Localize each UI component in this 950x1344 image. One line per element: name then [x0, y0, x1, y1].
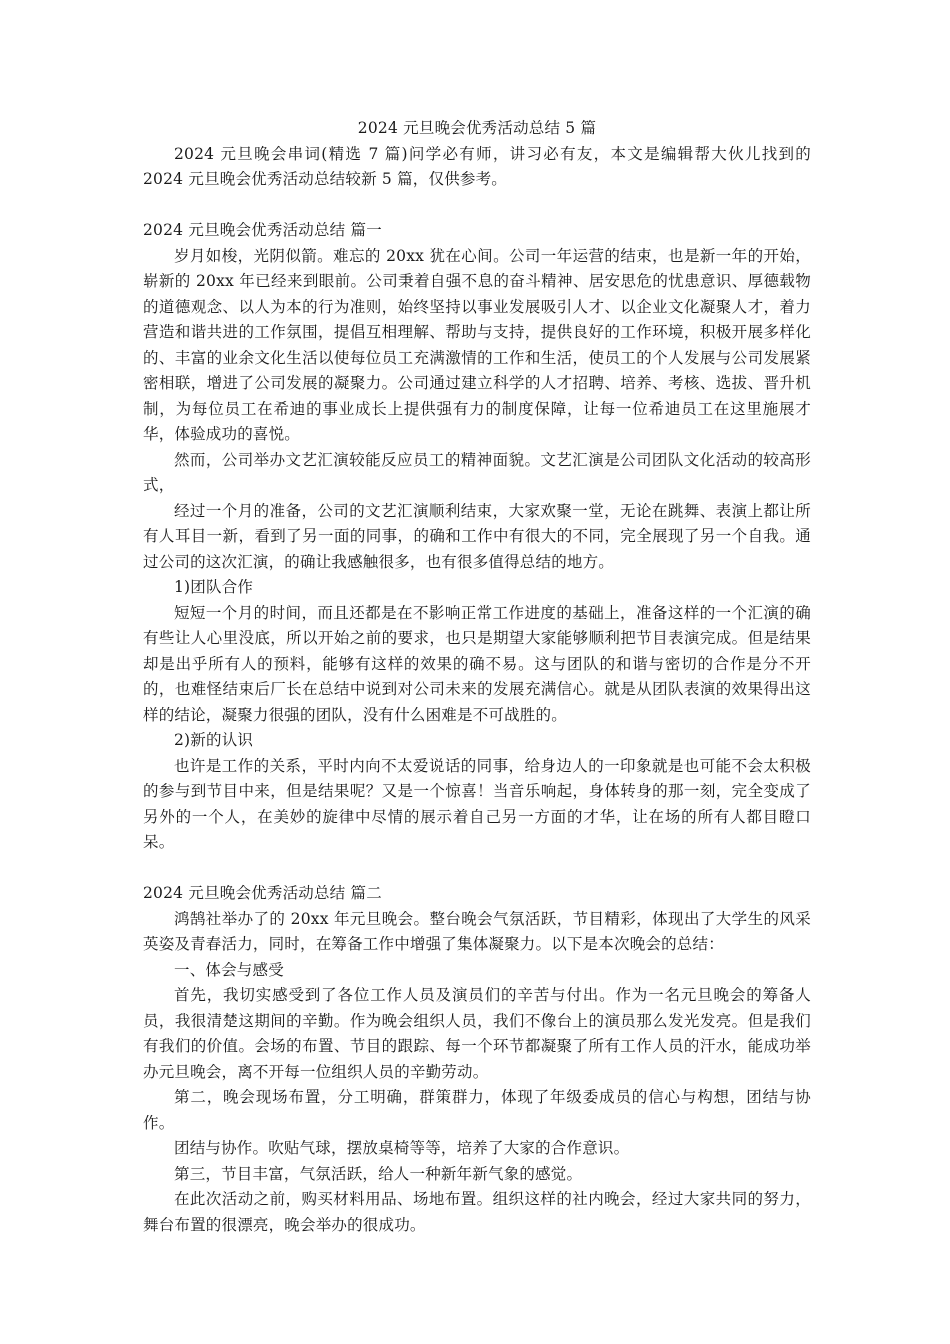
- section-heading-1: 2024 元旦晚会优秀活动总结 篇一: [143, 221, 382, 239]
- subheading: 一、体会与感受: [174, 960, 284, 979]
- section-heading-2: 2024 元旦晚会优秀活动总结 篇二: [143, 884, 382, 902]
- paragraph: 岁月如梭，光阴似箭。难忘的 20xx 犹在心间。公司一年运营的结束，也是新一年的开始，崭新的 20xx 年已经来到眼前。公司秉着自强不息的奋斗精神、居安思危的忧患意识、厚德载物的道德观念、以人为本的行为准则，始终坚持以事业发展吸引人才、以企业文化凝聚人才，着力营造和谐共进的工作氛围，提倡互相理解、帮助与支持，提供良好的工作环境，积极开展多样化的、丰富的业余文化生活以使每位员工充满激情的工作和生活，使员工的个人发展与公司发展紧密相联，增进了公司发展的凝聚力。公司通过建立科学的人才招聘、培养、考核、选拔、晋升机制，为每位员工在希迪的事业成长上提供强有力的制度保障，让每一位希迪员工在这里施展才华，体验成功的喜悦。: [143, 246, 811, 443]
- intro-paragraph: 2024 元旦晚会串词(精选 7 篇)问学必有师，讲习必有友，本文是编辑帮大伙儿找到的 2024 元旦晚会优秀活动总结较新 5 篇，仅供参考。: [143, 144, 811, 188]
- paragraph: 在此次活动之前，购买材料用品、场地布置。组织这样的社内晚会，经过大家共同的努力，舞台布置的很漂亮，晚会举办的很成功。: [143, 1190, 811, 1234]
- document-title: 2024 元旦晚会优秀活动总结 5 篇: [357, 119, 597, 137]
- paragraph: 团结与协作。吹贴气球，摆放桌椅等等，培养了大家的合作意识。: [174, 1139, 630, 1157]
- paragraph: 短短一个月的时间，而且还都是在不影响正常工作进度的基础上，准备这样的一个汇演的确有些让人心里没底，所以开始之前的要求，也只是期望大家能够顺利把节目表演完成。但是结果却是出乎所有人的预料，能够有这样的效果的确不易。这与团队的和谐与密切的合作是分不开的，也难怪结束后厂长在总结中说到对公司未来的发展充满信心。就是从团队表演的效果得出这样的结论，凝聚力很强的团队，没有什么困难是不可战胜的。: [143, 603, 811, 724]
- paragraph: 然而，公司举办文艺汇演较能反应员工的精神面貌。文艺汇演是公司团队文化活动的较高形式，: [143, 450, 811, 494]
- subheading: 1)团队合作: [174, 578, 254, 596]
- paragraph: 经过一个月的准备，公司的文艺汇演顺利结束，大家欢聚一堂，无论在跳舞、表演上都让所有人耳目一新，看到了另一面的同事，的确和工作中有很大的不同，完全展现了另一个自我。通过公司的这次汇演，的确让我感触很多，也有很多值得总结的地方。: [143, 501, 811, 571]
- paragraph: 鸿鹄社举办了的 20xx 年元旦晚会。整台晚会气氛活跃，节目精彩，体现出了大学生的风采英姿及青春活力，同时，在筹备工作中增强了集体凝聚力。以下是本次晚会的总结：: [143, 909, 811, 953]
- paragraph: 第三，节目丰富，气氛活跃，给人一种新年新气象的感觉。: [174, 1164, 583, 1183]
- paragraph: 也许是工作的关系，平时内向不太爱说话的同事，给身边人的一印象就是也可能不会太积极的参与到节目中来，但是结果呢？又是一个惊喜！当音乐响起，身体转身的那一刻，完全变成了另外的一个人，在美妙的旋律中尽情的展示着自己另一方面的才华，让在场的所有人都目瞪口呆。: [143, 756, 811, 851]
- document-page: [143, 116, 811, 1238]
- subheading: 2)新的认识: [174, 731, 254, 749]
- paragraph: 第二，晚会现场布置，分工明确，群策群力，体现了年级委成员的信心与构想，团结与协作。: [143, 1088, 811, 1132]
- paragraph: 首先，我切实感受到了各位工作人员及演员们的辛苦与付出。作为一名元旦晚会的筹备人员，我很清楚这期间的辛勤。作为晚会组织人员，我们不像台上的演员那么发光发亮。但是我们有我们的价值。会场的布置、节目的跟踪、每一个环节都凝聚了所有工作人员的汗水，能成功举办元旦晚会，离不开每一位组织人员的辛勤劳动。: [143, 986, 811, 1081]
